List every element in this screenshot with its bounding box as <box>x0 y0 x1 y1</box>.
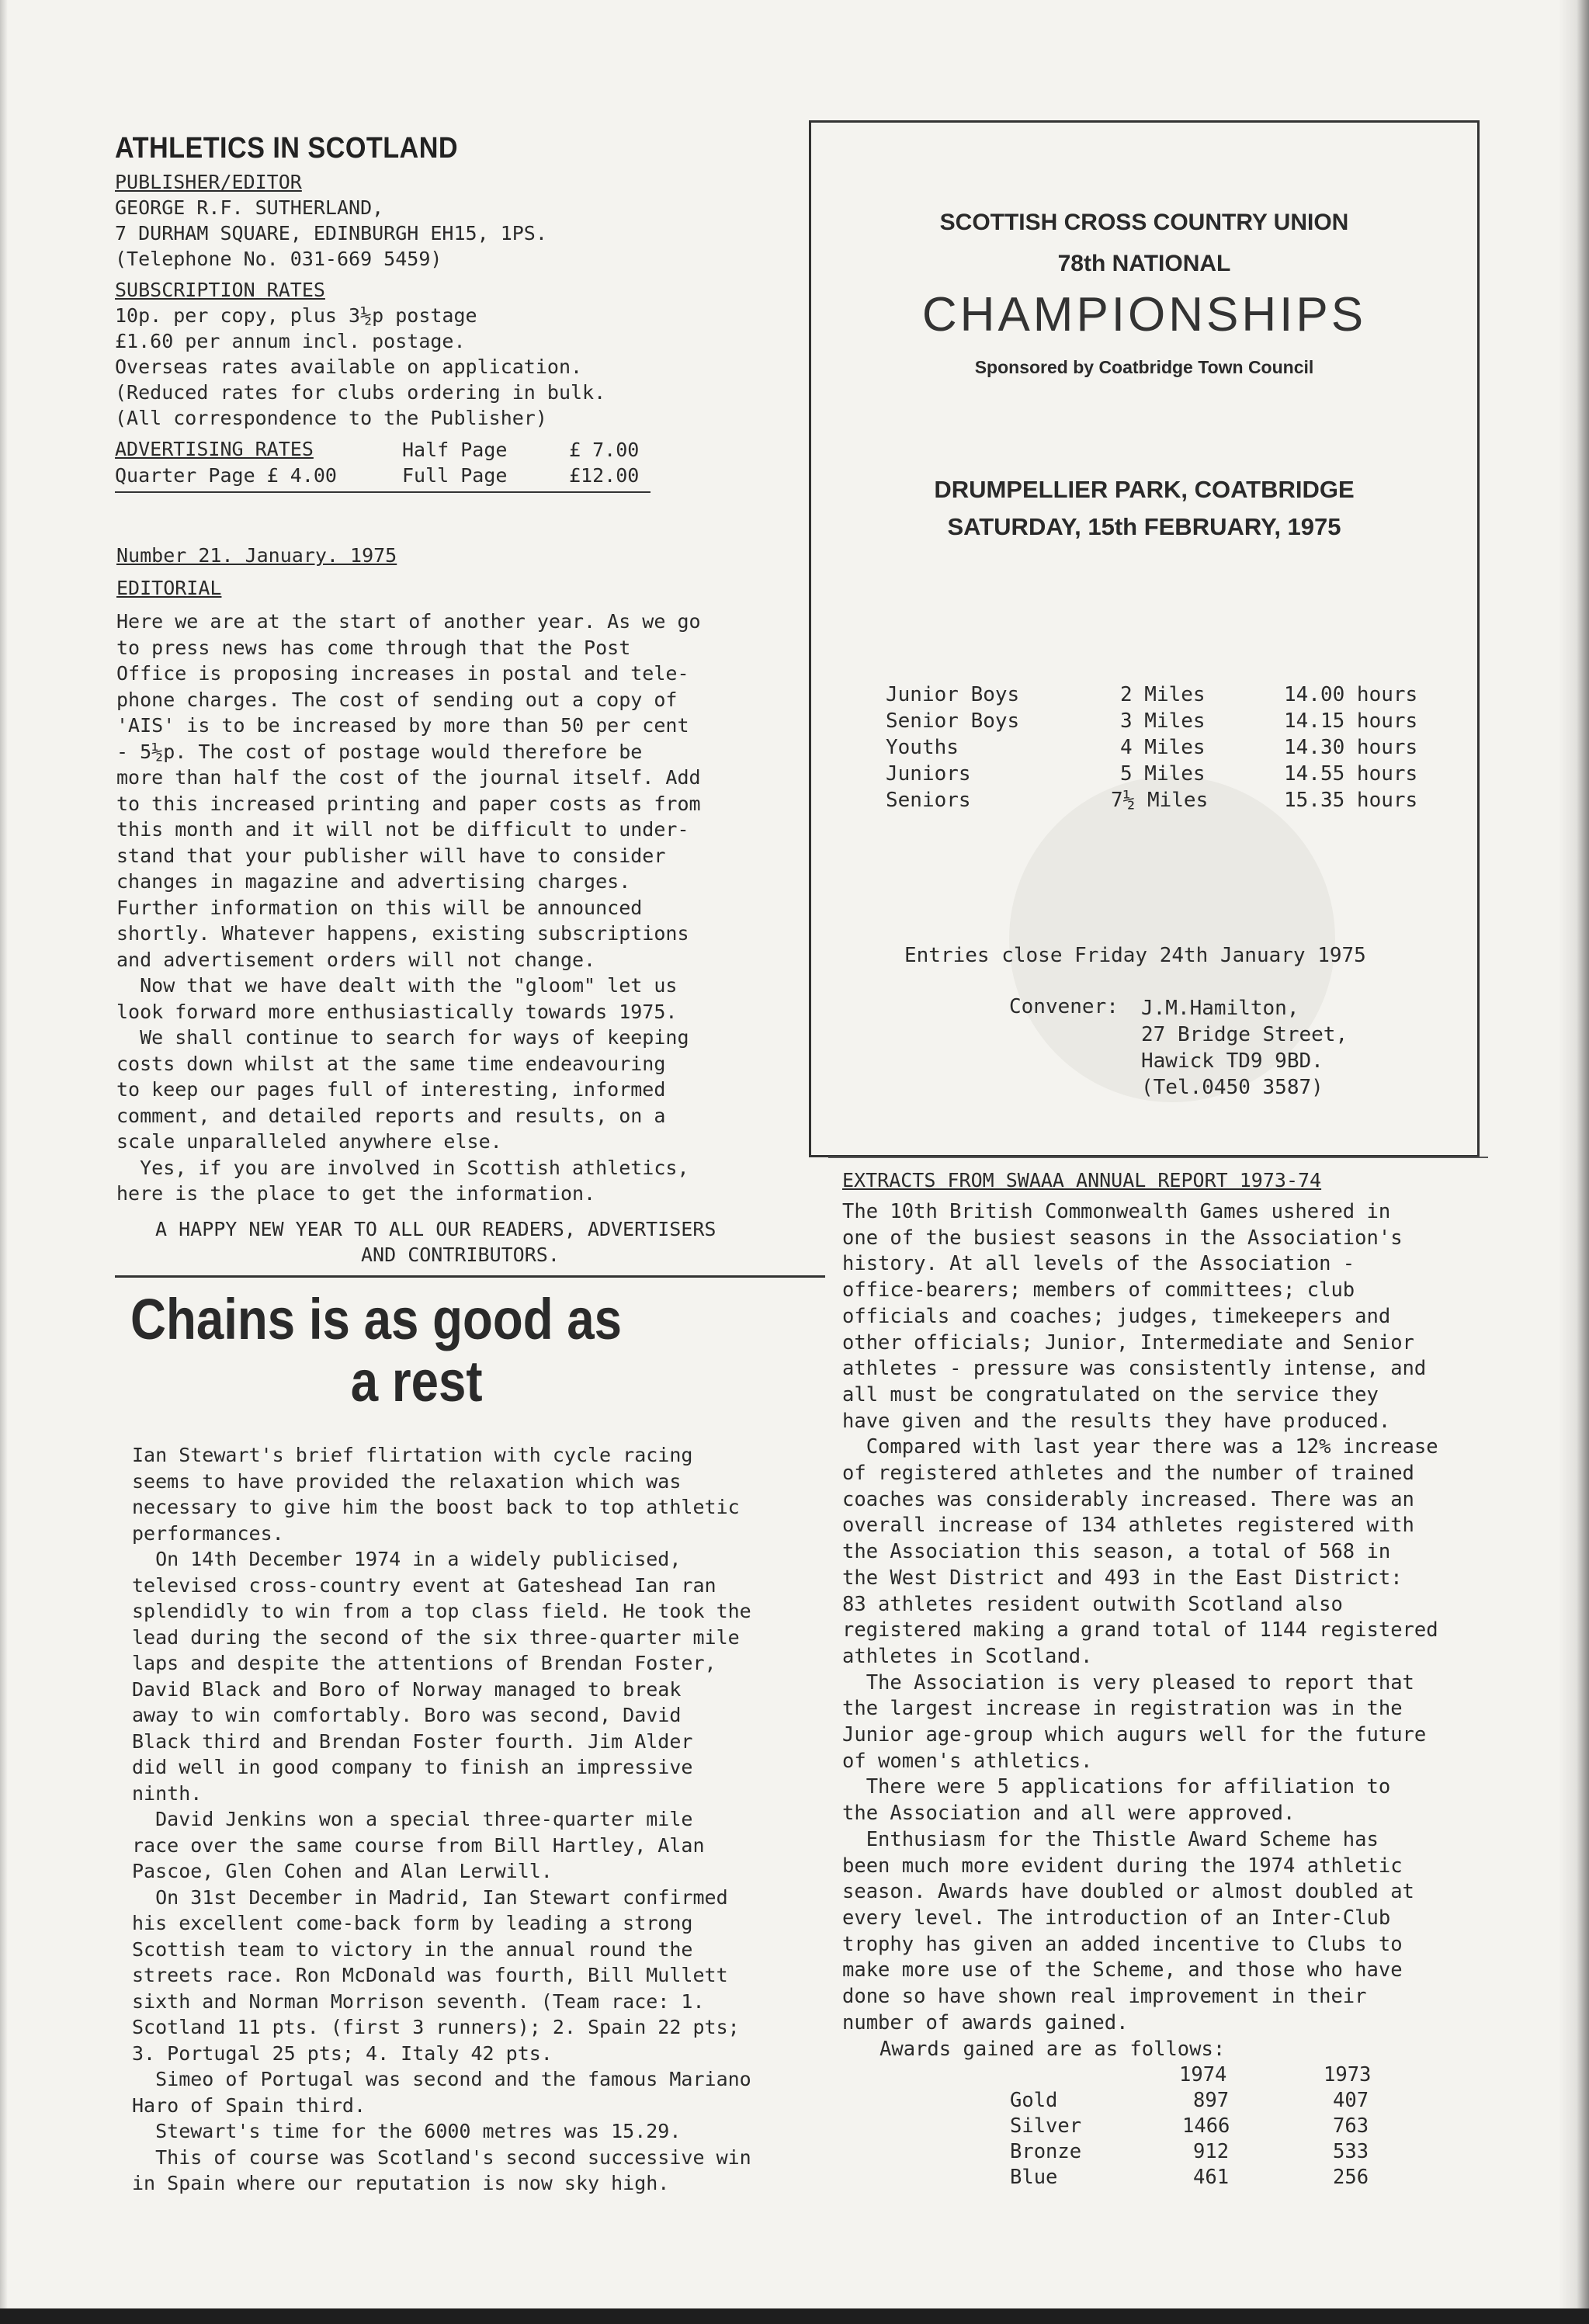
headline-rule <box>115 1275 825 1278</box>
headline-line: a rest <box>350 1349 483 1413</box>
sponsor-line: Sponsored by Coatbridge Town Council <box>974 357 1314 377</box>
awards-row <box>842 2114 1502 2139</box>
editorial-line: 'AIS' is to be increased by more than 50 per cent <box>116 714 689 737</box>
editorial-line: here is the place to get the information. <box>116 1182 596 1205</box>
award-count-1973: 533 <box>1333 2140 1369 2164</box>
org-name: SCOTTISH CROSS COUNTRY UNION <box>939 210 1349 235</box>
race-name: Youths <box>886 736 959 759</box>
race-distance: 5 Miles <box>1120 762 1206 786</box>
article-line: On 31st December in Madrid, Ian Stewart confirmed <box>132 1885 728 1909</box>
article-line: Pascoe, Glen Cohen and Alan Lerwill. <box>132 1860 553 1882</box>
editorial-line: look forward more enthusiastically towards 1975. <box>116 1000 678 1023</box>
race-name: Seniors <box>886 789 971 812</box>
extracts-line: done so have shown real improvement in their <box>842 1985 1367 2009</box>
race-name: Junior Boys <box>886 683 1020 706</box>
editorial-line: stand that your publisher will have to consider <box>116 844 666 867</box>
race-time: 14.30 hours <box>1284 736 1418 759</box>
full-page-label: Full Page <box>402 464 508 487</box>
article-line: race over the same course from Bill Hartley, Alan <box>132 1833 705 1857</box>
article-line: his excellent come-back form by leading a strong <box>132 1912 693 1934</box>
extracts-line: athletes in Scotland. <box>842 1644 1093 1668</box>
award-level: Bronze <box>1010 2140 1082 2164</box>
editorial-line: Here we are at the start of another year. As we go <box>116 610 701 633</box>
race-distance: 2 Miles <box>1120 683 1206 706</box>
article-line: This of course was Scotland's second successive win <box>132 2145 751 2169</box>
extracts-line: the Association and all were approved. <box>842 1802 1296 1826</box>
editorial-heading: EDITORIAL <box>116 577 222 599</box>
extracts-line: the West District and 493 in the East District: <box>842 1566 1403 1590</box>
awards-row <box>842 2165 1502 2190</box>
extracts-line: officials and coaches; judges, timekeepers and <box>842 1304 1391 1328</box>
extracts-rule <box>828 1157 1488 1158</box>
editorial-line: costs down whilst at the same time endeavouring <box>116 1052 666 1075</box>
award-count-1973: 256 <box>1333 2166 1369 2190</box>
advertising-row-2 <box>115 463 658 488</box>
scan-bottom-edge <box>0 2308 1589 2324</box>
convener-address <box>1141 995 1348 1101</box>
extracts-line: athletes - pressure was consistently intense, and <box>842 1357 1427 1381</box>
venue: DRUMPELLIER PARK, COATBRIDGE <box>934 476 1355 503</box>
editorial-line: Yes, if you are involved in Scottish athletics, <box>116 1156 689 1179</box>
event-edition: 78th NATIONAL <box>1057 251 1231 276</box>
article-line: did well in good company to finish an impressive <box>132 1756 693 1778</box>
race-distance: 4 Miles <box>1120 736 1206 759</box>
awards-row <box>842 2088 1502 2114</box>
full-page-price: £12.00 <box>569 464 640 487</box>
article-line: Ian Stewart's brief flirtation with cycle racing <box>132 1444 693 1466</box>
article-line: David Jenkins won a special three-quarter mile <box>132 1808 693 1830</box>
publisher-line: GEORGE R.F. SUTHERLAND, <box>115 196 384 219</box>
article-line: Black third and Brendan Foster fourth. Jim Alder <box>132 1729 693 1753</box>
event-date: SATURDAY, 15th FEBRUARY, 1975 <box>947 513 1341 540</box>
award-count-1974: 461 <box>1193 2166 1230 2190</box>
race-distance: 7½ Miles <box>1111 789 1209 812</box>
subscription-heading: SUBSCRIPTION RATES <box>115 279 325 301</box>
extracts-line: other officials; Junior, Intermediate and Senior <box>842 1330 1414 1355</box>
extracts-line: registered making a grand total of 1144 registered <box>842 1618 1438 1642</box>
article-line: On 14th December 1974 in a widely publicised, <box>132 1548 682 1570</box>
race-time: 14.55 hours <box>1284 762 1418 786</box>
awards-intro: Awards gained are as follows: <box>880 2037 1226 2061</box>
extracts-line: have given and the results they have produced. <box>842 1409 1391 1433</box>
race-time: 14.15 hours <box>1284 709 1418 733</box>
editorial-line: this month and it will not be difficult to under- <box>116 818 689 841</box>
publisher-heading: PUBLISHER/EDITOR <box>115 171 302 193</box>
awards-header-row <box>842 2062 1502 2088</box>
extracts-line: all must be congratulated on the service they <box>842 1382 1379 1407</box>
article-line: performances. <box>132 1521 284 1545</box>
article-line: ninth. <box>132 1781 203 1805</box>
article-line: Scotland 11 pts. (first 3 runners); 2. Spain 22 pts; <box>132 2016 740 2038</box>
masthead-rule <box>115 491 651 493</box>
extracts-line: Compared with last year there was a 12% increase <box>842 1435 1438 1459</box>
race-distance: 3 Miles <box>1120 709 1206 733</box>
award-level: Silver <box>1010 2114 1082 2138</box>
subscription-line: £1.60 per annum incl. postage. <box>115 330 466 352</box>
article-line: 3. Portugal 25 pts; 4. Italy 42 pts. <box>132 2041 553 2065</box>
award-count-1973: 407 <box>1333 2089 1369 2113</box>
extracts-line: There were 5 applications for affiliation to <box>842 1775 1391 1799</box>
editorial-line: - 5½p. The cost of postage would therefore be <box>116 740 643 763</box>
extracts-line: of registered athletes and the number of trained <box>842 1462 1414 1486</box>
award-level: Gold <box>1010 2089 1058 2113</box>
editorial-line: phone charges. The cost of sending out a copy of <box>116 688 678 711</box>
entries-close: Entries close Friday 24th January 1975 <box>904 944 1366 967</box>
race-name: Senior Boys <box>886 709 1020 733</box>
awards-year-header: 1973 <box>1324 2063 1372 2087</box>
award-count-1974: 912 <box>1193 2140 1230 2164</box>
quarter-page-rate: Quarter Page £ 4.00 <box>115 464 337 487</box>
article-line: in Spain where our reputation is now sky high. <box>132 2172 670 2194</box>
article-line: sixth and Norman Morrison seventh. (Team race: 1. <box>132 1989 705 2013</box>
article-line: seems to have provided the relaxation which was <box>132 1469 682 1493</box>
article-line: David Black and Boro of Norway managed to break <box>132 1677 682 1701</box>
extracts-line: every level. The introduction of an Inter-Club <box>842 1906 1391 1930</box>
extracts-line: 83 athletes resident outwith Scotland also <box>842 1592 1343 1616</box>
subscription-line: Overseas rates available on application. <box>115 356 583 378</box>
championship-advert <box>809 120 1480 1157</box>
race-time: 14.00 hours <box>1284 683 1418 706</box>
editorial-section <box>116 543 768 1268</box>
editorial-line: to press news has come through that the Post <box>116 636 631 659</box>
editorial-line: to this increased printing and paper costs as from <box>116 792 701 815</box>
half-page-price: £ 7.00 <box>569 439 640 461</box>
editorial-line: We shall continue to search for ways of keeping <box>116 1026 689 1049</box>
article-line: Scottish team to victory in the annual round the <box>132 1937 693 1961</box>
editorial-signoff: AND CONTRIBUTORS. <box>361 1244 560 1266</box>
extracts-section <box>842 1168 1502 2190</box>
article-line: Stewart's time for the 6000 metres was 15.29. <box>132 2120 682 2142</box>
extracts-line: of women's athletics. <box>842 1749 1093 1773</box>
extracts-line: season. Awards have doubled or almost doubled at <box>842 1880 1414 1904</box>
article-line: necessary to give him the boost back to top athletic <box>132 1496 740 1518</box>
editorial-signoff: A HAPPY NEW YEAR TO ALL OUR READERS, ADVERTISERS <box>155 1217 716 1240</box>
convener-line: J.M.Hamilton, <box>1141 997 1299 1020</box>
editorial-line: changes in magazine and advertising charges. <box>116 870 631 893</box>
page-edge-shadow <box>1558 0 1589 2324</box>
advertising-row-1 <box>115 437 658 463</box>
extracts-heading: EXTRACTS FROM SWAAA ANNUAL REPORT 1973-74 <box>842 1169 1322 1191</box>
convener-line: (Tel.0450 3587) <box>1141 1076 1324 1099</box>
extracts-line: one of the busiest seasons in the Association's <box>842 1226 1403 1250</box>
article-line: streets race. Ron McDonald was fourth, Bill Mullett <box>132 1964 728 1986</box>
award-count-1974: 897 <box>1193 2089 1230 2113</box>
article-line: laps and despite the attentions of Brendan Foster, <box>132 1652 716 1674</box>
article-line: splendidly to win from a top class field. He took the <box>132 1600 751 1622</box>
article-body <box>132 1442 831 2197</box>
issue-number: Number 21. January. 1975 <box>116 544 397 567</box>
extracts-line: make more use of the Scheme, and those who have <box>842 1958 1403 1982</box>
article-line: Haro of Spain third. <box>132 2093 366 2117</box>
extracts-line: office-bearers; members of committees; club <box>842 1278 1355 1302</box>
award-count-1974: 1466 <box>1182 2114 1230 2138</box>
masthead <box>115 132 658 493</box>
article-line: lead during the second of the six three-quarter mile <box>132 1625 740 1649</box>
extracts-line: coaches was considerably increased. There was an <box>842 1487 1414 1511</box>
article-line: away to win comfortably. Boro was second, David <box>132 1704 682 1726</box>
awards-row <box>842 2139 1502 2165</box>
editorial-line: and advertisement orders will not change. <box>116 948 596 971</box>
extracts-line: been much more evident during the 1974 athletic <box>842 1854 1403 1878</box>
award-level: Blue <box>1010 2166 1058 2190</box>
headline-line: Chains is as good as <box>130 1287 623 1351</box>
subscription-line: 10p. per copy, plus 3½p postage <box>115 304 477 327</box>
race-name: Juniors <box>886 762 971 786</box>
extracts-line: number of awards gained. <box>842 2010 1129 2034</box>
editorial-line: more than half the cost of the journal itself. Add <box>116 766 701 789</box>
publisher-line: (Telephone No. 031-669 5459) <box>115 248 442 270</box>
extracts-line: The 10th British Commonwealth Games ushered in <box>842 1200 1391 1223</box>
advertising-heading: ADVERTISING RATES <box>115 438 314 460</box>
convener-line: Hawick TD9 9BD. <box>1141 1049 1324 1073</box>
editorial-line: Now that we have dealt with the "gloom" let us <box>116 974 678 997</box>
extracts-line: overall increase of 134 athletes registered with <box>842 1514 1414 1538</box>
subscription-line: (Reduced rates for clubs ordering in bulk. <box>115 381 606 404</box>
article-headline <box>130 1289 806 1413</box>
editorial-line: comment, and detailed reports and results, on a <box>116 1104 666 1127</box>
editorial-line: Office is proposing increases in postal and tele- <box>116 662 689 685</box>
page-binding-shadow <box>0 0 8 2324</box>
editorial-line: Further information on this will be announced <box>116 896 643 919</box>
half-page-label: Half Page <box>402 439 508 461</box>
publication-title: ATHLETICS IN SCOTLAND <box>115 132 458 165</box>
subscription-line: (All correspondence to the Publisher) <box>115 407 547 429</box>
extracts-line: the largest increase in registration was in the <box>842 1697 1403 1721</box>
extracts-line: The Association is very pleased to report that <box>842 1670 1414 1694</box>
extracts-line: the Association this season, a total of 568 in <box>842 1540 1391 1564</box>
event-title: CHAMPIONSHIPS <box>921 288 1367 342</box>
extracts-line: Junior age-group which augurs well for the future <box>842 1723 1427 1747</box>
awards-year-header: 1974 <box>1179 2063 1227 2087</box>
extracts-line: trophy has given an added incentive to Clubs to <box>842 1932 1403 1956</box>
extracts-line: history. At all levels of the Association - <box>842 1252 1355 1276</box>
convener-line: 27 Bridge Street, <box>1141 1023 1348 1046</box>
race-time: 15.35 hours <box>1284 789 1418 812</box>
article-line: Simeo of Portugal was second and the famous Mariano <box>132 2068 751 2090</box>
extracts-line: Enthusiasm for the Thistle Award Scheme has <box>842 1827 1379 1851</box>
award-count-1973: 763 <box>1333 2114 1369 2138</box>
editorial-line: shortly. Whatever happens, existing subscriptions <box>116 922 689 945</box>
publisher-line: 7 DURHAM SQUARE, EDINBURGH EH15, 1PS. <box>115 222 547 245</box>
convener-label: Convener: <box>1009 995 1119 1018</box>
editorial-line: scale unparalleled anywhere else. <box>116 1130 502 1153</box>
article-line: televised cross-country event at Gateshead Ian ran <box>132 1573 716 1597</box>
editorial-line: to keep our pages full of interesting, informed <box>116 1078 666 1101</box>
